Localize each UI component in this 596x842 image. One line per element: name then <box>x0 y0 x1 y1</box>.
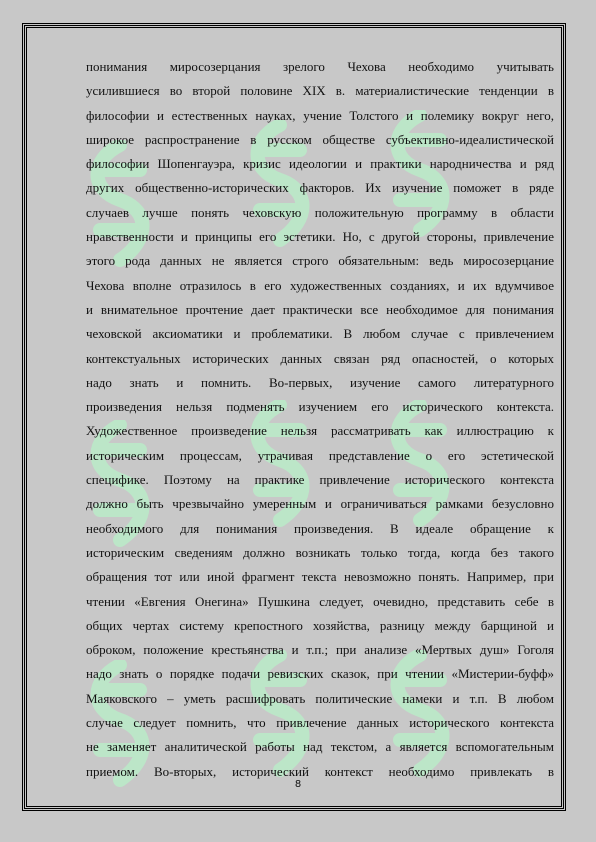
text-line: оброком, положение крестьянства и т.п.; при анализе «Мертвых душ» Гоголя <box>86 642 554 658</box>
text-line: обращения тот или иной фрагмент текста невозможно понять. Например, при <box>86 569 554 585</box>
text-line: общих чертах систему крепостного хозяйства, разницу между барщиной и <box>86 617 554 633</box>
text-line: усилившиеся во второй половине XIX в. материалистические тенденции в <box>86 83 554 99</box>
text-line: должно быть чрезвычайно умеренным и ограничиваться рамками безусловно <box>86 496 554 512</box>
text-line: случае следует помнить, что привлечение данных исторического контекста <box>86 715 554 731</box>
text-line: философии Шопенгауэра, кризис идеологии и практики народничества и ряд <box>86 156 554 172</box>
text-line: Маяковского – уметь расшифровать политические намеки и т.п. В любом <box>86 690 554 706</box>
text-line: не заменяет аналитической работы над текстом, а является вспомогательным <box>86 739 554 755</box>
text-line: Чехова вполне отразилось в его художественных созданиях, и их вдумчивое <box>86 277 554 293</box>
text-line: специфике. Поэтому на практике привлечение исторического контекста <box>86 472 554 488</box>
text-line: контекстуальных исторических данных связан ряд опасностей, о которых <box>86 350 554 366</box>
text-line: широкое распространение в русском обществе субъективно-идеалистической <box>86 131 554 147</box>
text-line: и внимательное прочтение дает практически все необходимое для понимания <box>86 301 554 317</box>
text-line: понимания миросозерцания зрелого Чехова необходимо учитывать <box>86 59 554 74</box>
text-line: надо знать о порядке подачи ревизских сказок, при чтении «Мистерии-буфф» <box>86 666 554 682</box>
text-line: надо знать и помнить. Во-первых, изучение самого литературного <box>86 374 554 390</box>
text-line: необходимого для понимания произведения. В идеале обращение к <box>86 520 554 536</box>
text-line: философии и естественных науках, учение Толстого и полемику вокруг него, <box>86 107 554 123</box>
text-line: случаев лучше понять чеховскую положительную программу в области <box>86 204 554 220</box>
text-line: чеховской аксиоматики и проблематики. В любом случае с привлечением <box>86 326 554 342</box>
text-line: Художественное произведение нельзя рассматривать как иллюстрацию к <box>86 423 554 439</box>
text-line: других общественно-исторических факторов. Их изучение поможет в ряде <box>86 180 554 196</box>
text-line: приемом. Во-вторых, исторический контекст необходимо привлекать в <box>86 763 554 779</box>
page-number: 8 <box>294 779 302 790</box>
text-line: нравственности и принципы его эстетики. Но, с другой стороны, привлечение <box>86 229 554 245</box>
text-line: историческим сведениям должно возникать только тогда, когда без такого <box>86 544 554 560</box>
text-line: произведения нельзя подменять изучением его исторического контекста. <box>86 399 554 415</box>
body-text <box>86 55 554 784</box>
text-line: историческим процессам, утрачивая представление о его эстетической <box>86 447 554 463</box>
text-line: чтении «Евгения Онегина» Пушкина следует, очевидно, представить себе в <box>86 593 554 609</box>
text-line: этого рода данных не является строго обязательным: ведь миросозерцание <box>86 253 554 269</box>
